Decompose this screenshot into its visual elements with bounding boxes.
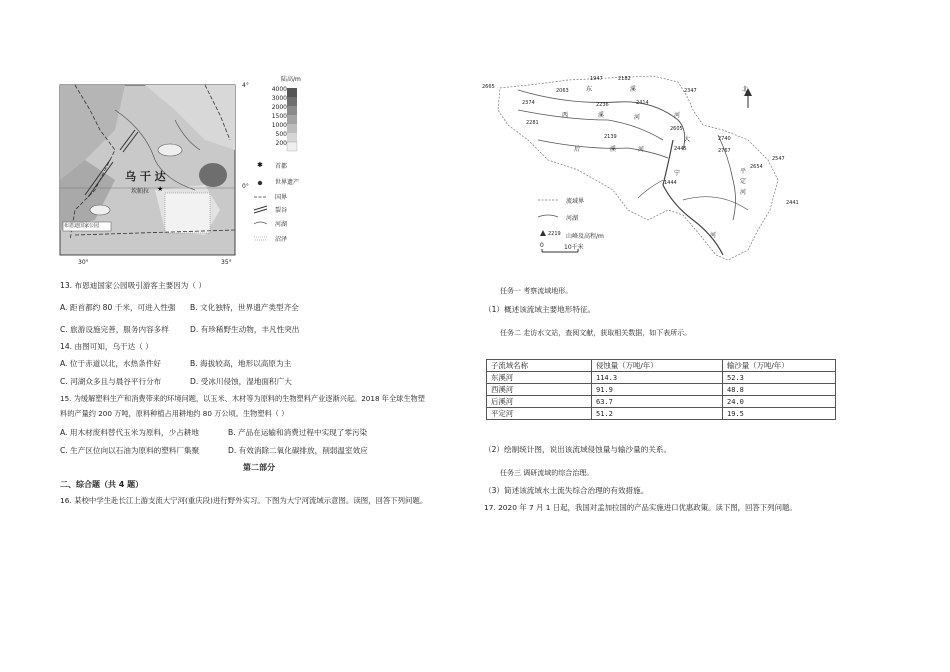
- svg-text:✱: ✱: [257, 161, 263, 169]
- lat-top: 4°: [242, 82, 249, 89]
- river-char-dongxi-3: 河: [674, 112, 681, 119]
- river-char-daning-3: 河: [710, 232, 717, 239]
- peak-label: 2445: [674, 146, 687, 152]
- peak-label: 2281: [526, 120, 539, 126]
- elev-label: 1000: [271, 122, 287, 129]
- river-char-xixi-1: 西: [562, 112, 569, 119]
- river-char-houxi-2: 溪: [610, 146, 617, 153]
- peak-label: 2441: [786, 200, 799, 206]
- peak-label: 2182: [618, 76, 631, 82]
- lon-right: 35°: [221, 259, 232, 266]
- country-label: 乌 干 达: [125, 170, 166, 183]
- capital-label: 坎帕拉: [131, 188, 150, 195]
- q13-option-b: B. 文化独特，世界遗产类型齐全: [190, 303, 299, 312]
- elev-label: 4000: [271, 86, 287, 93]
- legend-border: 国界: [275, 194, 288, 201]
- table-header-row: [487, 360, 836, 372]
- table-header: 子流域名称: [487, 360, 592, 372]
- table-cell: 24.0: [723, 396, 836, 408]
- river-char-dongxi-1: 东: [586, 86, 593, 93]
- q13-option-c: C. 旅游设施完善，服务内容多样: [60, 325, 169, 334]
- task2-heading: 任务二 走访水文站，查阅文献，获取相关数据，如下表所示。: [500, 329, 692, 337]
- q16-stem: 16. 某校中学生赴长江上游支流大宁河(重庆段)进行野外实习。下图为大宁河流域示意图。读图，回答下列问题。: [60, 496, 428, 505]
- peak-label: 2665: [482, 84, 495, 90]
- q14-option-c: C. 河湖众多且与晨谷平行分布: [60, 377, 162, 386]
- elev-label: 500: [275, 131, 287, 138]
- section-two-heading: 二、综合题（共 4 题）: [60, 480, 144, 489]
- peak-label: 2654: [750, 164, 763, 170]
- q14-option-a: A. 位于赤道以北，水热条件好: [60, 359, 162, 368]
- table-cell: 19.5: [723, 408, 836, 420]
- legend-rivers-lakes: 河湖: [566, 215, 579, 222]
- river-char-dongxi-2: 溪: [630, 86, 637, 93]
- river-char-daning-2: 宁: [674, 170, 681, 177]
- table-header: 侵蚀量（万吨/年）: [592, 360, 723, 372]
- lon-left: 30°: [78, 259, 89, 266]
- task3-heading: 任务三 调研流域的综合治理。: [500, 469, 594, 477]
- peak-label: 1947: [590, 76, 603, 82]
- uganda-map-figure: [55, 70, 305, 275]
- q15-option-a: A. 用木材废料替代玉米为原料，少占耕地: [60, 428, 199, 437]
- q15-line1: 15. 为缓解塑料生产和消费带来的环境问题，以玉米、木材等为原料的生物塑料产业逐渐兴起。2018 年全球生物塑: [60, 394, 425, 403]
- scale-label: 10千米: [564, 244, 584, 251]
- peak-label: 2139: [604, 134, 617, 140]
- table-row: [487, 396, 836, 408]
- table-cell: 东溪河: [487, 372, 592, 384]
- table-cell: 63.7: [592, 396, 723, 408]
- map1-legend-title: 陆高/m: [281, 76, 301, 83]
- legend-peaks: 山峰及高程/m: [566, 233, 604, 240]
- legend-world-heritage: 世界遗产: [275, 179, 300, 186]
- river-char-houxi-1: 后: [574, 146, 581, 153]
- table-cell: 52.3: [723, 372, 836, 384]
- peak-label: 2236: [596, 102, 609, 108]
- peak-label: 2547: [772, 156, 785, 162]
- table-row: [487, 384, 836, 396]
- river-char-pingding-2: 定: [740, 178, 747, 185]
- legend-basin-boundary: 流域界: [566, 198, 585, 205]
- elev-label: 1500: [271, 113, 287, 120]
- q14-option-d: D. 受冰川侵蚀，湿地面积广大: [190, 377, 292, 386]
- scale-zero: 0: [540, 242, 544, 249]
- q17-stem: 17. 2020 年 7 月 1 日起，我国对孟加拉国的产品实施进口优惠政策。读下图，回答下列问题。: [484, 503, 797, 512]
- svg-text:★: ★: [157, 185, 164, 193]
- q13-stem: 13. 布恩迪国家公园吸引游客主要因为（ ）: [60, 281, 206, 290]
- table-cell: 51.2: [592, 408, 723, 420]
- legend-river-lake: 河湖: [275, 221, 288, 228]
- legend-rift: 裂谷: [275, 207, 288, 214]
- legend-capital: 首都: [275, 163, 288, 170]
- map1-elevation-labels: [263, 85, 287, 148]
- river-char-xixi-2: 溪: [598, 112, 605, 119]
- table-row: [487, 372, 836, 384]
- table-cell: 平定河: [487, 408, 592, 420]
- river-char-daning-1: 大: [684, 136, 691, 143]
- elev-label: 2000: [271, 104, 287, 111]
- peak-label: 2374: [522, 100, 535, 106]
- river-char-xixi-3: 河: [634, 114, 641, 121]
- q15-option-d: D. 有效消除二氧化碳排放，削弱温室效应: [228, 446, 368, 455]
- q13-option-d: D. 有珍稀野生动物，丰凡性突出: [190, 325, 300, 334]
- legend-swamp: 沼泽: [275, 236, 288, 243]
- table-cell: 114.3: [592, 372, 723, 384]
- peak-label: 2767: [718, 148, 731, 154]
- elev-label: 3000: [271, 95, 287, 102]
- lat-mid: 0°: [242, 183, 249, 190]
- north-label: 北: [742, 86, 749, 93]
- table-cell: 48.8: [723, 384, 836, 396]
- table-row: [487, 408, 836, 420]
- river-char-pingding-1: 平: [740, 168, 747, 175]
- q15-option-c: C. 生产区位向以石油为原料的塑料厂集聚: [60, 446, 200, 455]
- sediment-table: [486, 359, 836, 420]
- q15-line2: 料的产量约 200 万吨，原料种植占用耕地约 80 万公顷。生物塑料（ ）: [60, 409, 289, 418]
- river-char-houxi-3: 河: [638, 146, 645, 153]
- q15-option-b: B. 产品在运输和消费过程中实现了零污染: [228, 428, 368, 437]
- table-header: 输沙量（万吨/年）: [723, 360, 836, 372]
- q13-option-a: A. 距首都约 80 千米，可进入性强: [60, 303, 176, 312]
- daning-river-map: [478, 70, 808, 270]
- legend-peak-sample: 2219: [548, 231, 561, 237]
- river-char-pingding-3: 河: [740, 189, 747, 196]
- peak-label: 2605: [670, 126, 683, 132]
- table-cell: 后溪河: [487, 396, 592, 408]
- elev-label: 200: [275, 140, 287, 147]
- task3-question: （3）简述该流域水土流失综合治理的有效措施。: [484, 486, 649, 495]
- park-label: 布恩迪国家公园: [64, 223, 100, 229]
- q14-option-b: B. 海拔较高，地形以高原为主: [190, 359, 292, 368]
- task1-heading: 任务一 考察流域地形。: [500, 287, 573, 295]
- part-two-heading: 第二部分: [243, 463, 275, 472]
- peak-label: 2347: [684, 88, 697, 94]
- table-cell: 西溪河: [487, 384, 592, 396]
- peak-label: 2414: [636, 100, 649, 106]
- task1-question: （1）概述该流域主要地形特征。: [484, 305, 596, 314]
- table-cell: 91.9: [592, 384, 723, 396]
- peak-label: 2063: [556, 88, 569, 94]
- peak-label: 1444: [664, 180, 677, 186]
- q14-stem: 14. 由图可知，乌干达（ ）: [60, 342, 153, 351]
- task2-question: （2）绘制统计图，说出该流域侵蚀量与输沙量的关系。: [484, 445, 672, 454]
- peak-label: 2740: [718, 136, 731, 142]
